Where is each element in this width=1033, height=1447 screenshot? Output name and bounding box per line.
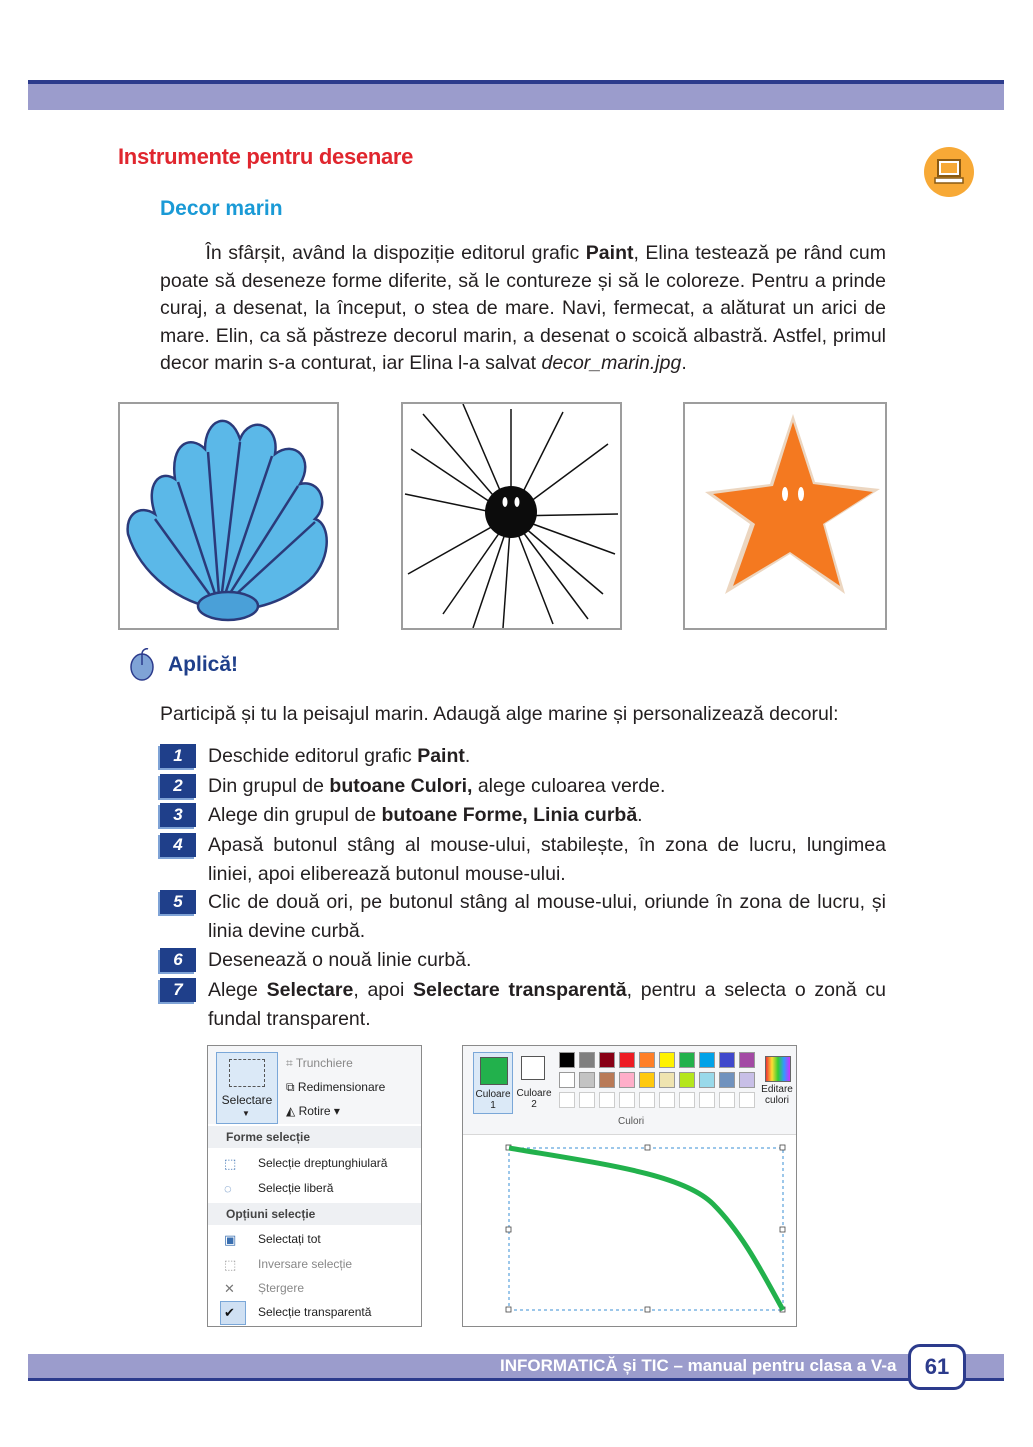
section-title: Instrumente pentru desenare (118, 144, 414, 169)
page-number: 61 (908, 1344, 966, 1390)
colors-group-label: Culori (618, 1116, 645, 1127)
palette-swatch[interactable] (699, 1072, 715, 1088)
footer-text: INFORMATICĂ și TIC – manual pentru clasa a V-a (500, 1356, 897, 1375)
free-select-icon: ◌ (224, 1181, 232, 1196)
header-bar (28, 80, 1004, 110)
step-number: 4 (160, 833, 196, 857)
step-number: 1 (160, 744, 196, 768)
step-number: 6 (160, 948, 196, 972)
check-icon: ✔ (224, 1305, 235, 1320)
color1-button[interactable]: Culoare 1 (473, 1052, 513, 1114)
palette-swatch[interactable] (619, 1072, 635, 1088)
palette-swatch[interactable] (699, 1092, 715, 1108)
palette-swatch[interactable] (639, 1072, 655, 1088)
palette-swatch[interactable] (619, 1052, 635, 1068)
color2-button[interactable]: Culoare 2 (515, 1052, 553, 1112)
step-number: 5 (160, 890, 196, 914)
palette-swatch[interactable] (699, 1052, 715, 1068)
select-all-icon: ▣ (224, 1232, 237, 1247)
palette-swatch[interactable] (619, 1092, 635, 1108)
palette-swatch[interactable] (719, 1072, 735, 1088)
step-number: 3 (160, 803, 196, 827)
palette-swatch[interactable] (659, 1052, 675, 1068)
select-all-item[interactable]: Selectați tot (258, 1232, 321, 1246)
paint-select-menu (207, 1045, 422, 1327)
crop-button[interactable]: ⌗ Trunchiere (286, 1056, 353, 1070)
palette-swatch[interactable] (559, 1092, 575, 1108)
rotate-button[interactable]: ◭ Rotire ▾ (286, 1104, 340, 1118)
shell-image (118, 402, 339, 630)
canvas-area[interactable] (463, 1134, 796, 1326)
free-select-item[interactable]: Selecție liberă (258, 1181, 334, 1195)
palette-swatch[interactable] (719, 1092, 735, 1108)
invert-item[interactable]: Inversare selecție (258, 1257, 353, 1271)
palette-swatch[interactable] (599, 1092, 615, 1108)
palette-swatch[interactable] (739, 1052, 755, 1068)
palette-swatch[interactable] (679, 1052, 695, 1068)
palette-swatch[interactable] (739, 1072, 755, 1088)
invert-icon: ⬚ (224, 1257, 237, 1272)
options-header: Opțiuni selecție (208, 1203, 421, 1225)
select-button[interactable]: Selectare ▼ (216, 1052, 278, 1124)
palette-swatch[interactable] (579, 1092, 595, 1108)
palette-swatch[interactable] (559, 1052, 575, 1068)
sea-urchin-image (401, 402, 622, 630)
resize-button[interactable]: ⧉ Redimensionare (286, 1080, 386, 1094)
palette-swatch[interactable] (739, 1092, 755, 1108)
computer-icon (924, 147, 974, 197)
palette-swatch[interactable] (639, 1052, 655, 1068)
rect-select-icon: ⬚ (224, 1156, 237, 1171)
intro-paragraph: În sfârșit, având la dispoziție editorul grafic Paint, Elina testează pe rând cum poate să deseneze forme diferite, să le contureze și să le coloreze. Pentru a prinde curaj, a desenat, la început, o stea de mare. Navi, fermecat, a alăturat un arici de mare. Elin, ca să păstreze decorul marin, a desenat o scoică albastră. Astfel, primul decor marin s-a conturat, iar Elina l-a salvat decor_marin.jpg. (160, 242, 886, 374)
palette-swatch[interactable] (599, 1052, 615, 1068)
palette-swatch[interactable] (659, 1072, 675, 1088)
palette-swatch[interactable] (579, 1072, 595, 1088)
palette-swatch[interactable] (579, 1052, 595, 1068)
rect-select-item[interactable]: Selecție dreptunghiulară (258, 1156, 388, 1170)
palette-swatch[interactable] (659, 1092, 675, 1108)
edit-colors-button[interactable]: Editare culori (761, 1052, 793, 1112)
delete-icon: ✕ (224, 1281, 235, 1296)
starfish-image (683, 402, 887, 630)
delete-item[interactable]: Ștergere (258, 1281, 305, 1295)
step-number: 2 (160, 774, 196, 798)
transparent-select-item[interactable]: Selecție transparentă (258, 1305, 372, 1319)
apply-intro: Participă și tu la peisajul marin. Adaugă alge marine și personalizează decorul: (160, 703, 839, 725)
mouse-icon (128, 648, 156, 687)
palette-swatch[interactable] (599, 1072, 615, 1088)
subtitle: Decor marin (160, 197, 283, 220)
shapes-header: Forme selecție (208, 1126, 421, 1148)
palette-swatch[interactable] (559, 1072, 575, 1088)
step-number: 7 (160, 978, 196, 1002)
apply-title: Aplică! (168, 653, 239, 676)
palette-swatch[interactable] (679, 1072, 695, 1088)
paint-colors-panel (462, 1045, 797, 1327)
palette-swatch[interactable] (719, 1052, 735, 1068)
palette-swatch[interactable] (639, 1092, 655, 1108)
palette-swatch[interactable] (679, 1092, 695, 1108)
